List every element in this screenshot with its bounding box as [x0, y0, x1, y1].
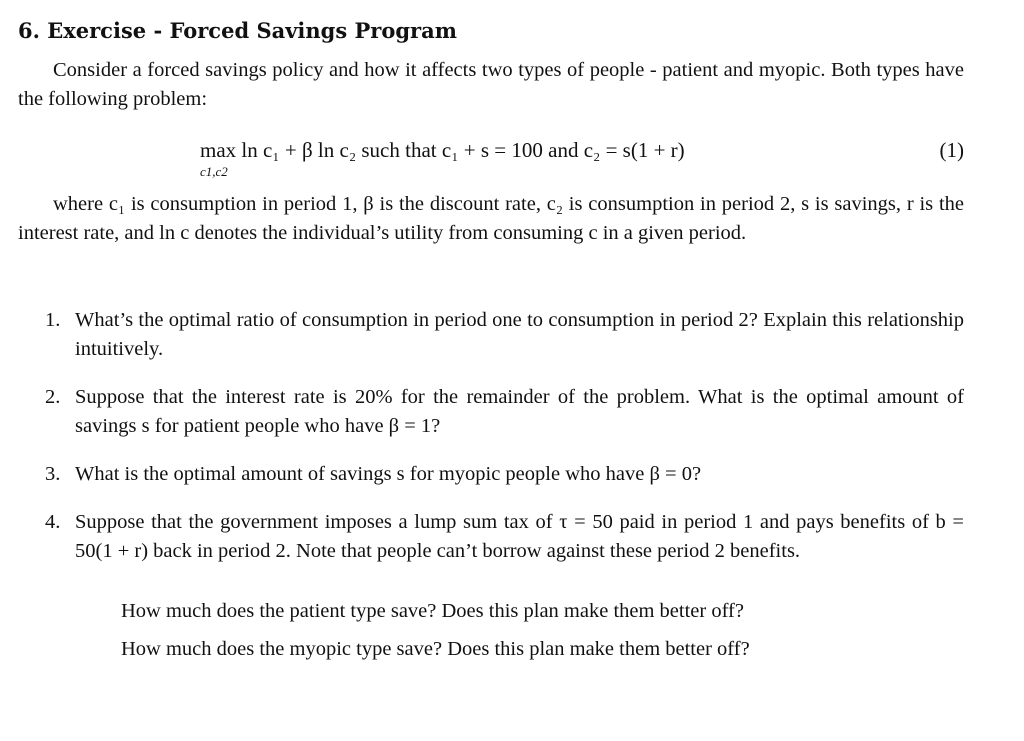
question-number: 4.	[45, 511, 61, 533]
subquestion-myopic: How much does the myopic type save? Does this plan make them better off?	[121, 638, 750, 660]
question-item	[18, 383, 964, 441]
exercise-title: 6. Exercise - Forced Savings Program	[18, 18, 457, 43]
question-number: 2.	[45, 386, 61, 408]
question-text: Suppose that the interest rate is 20% for the remainder of the problem. What is the optimal amount of savings s for patient people who have β = 1?	[75, 386, 964, 437]
definitions-paragraph: where c₁ is consumption in period 1, β is the discount rate, c₂ is consumption in period 2, s is savings, r is the interest rate, and ln c denotes the individual’s utility from consuming c in a given period.	[18, 193, 964, 244]
intro-paragraph: Consider a forced savings policy and how it affects two types of people - patient and myopic. Both types have the following problem:	[18, 59, 964, 110]
equation-block	[18, 138, 964, 188]
question-number: 3.	[45, 463, 61, 485]
question-text: Suppose that the government imposes a lump sum tax of τ = 50 paid in period 1 and pays benefits of b = 50(1 + r) back in period 2. Note that people can’t borrow against these period 2 benefits.	[75, 511, 964, 562]
question-text: What is the optimal amount of savings s for myopic people who have β = 0?	[75, 463, 702, 485]
equation-subscript: c1,c2	[200, 164, 228, 179]
question-item	[18, 460, 964, 489]
question-number: 1.	[45, 309, 61, 331]
subquestion-patient: How much does the patient type save? Does this plan make them better off?	[121, 600, 744, 622]
question-item	[18, 508, 964, 566]
equation: max ln c₁ + β ln c₂ such that c₁ + s = 100 and c₂ = s(1 + r)	[200, 138, 685, 162]
question-list	[18, 306, 964, 585]
question-item	[18, 306, 964, 364]
equation-number: (1)	[939, 138, 964, 162]
question-text: What’s the optimal ratio of consumption in period one to consumption in period 2? Explain this relationship intuitively.	[75, 309, 964, 360]
